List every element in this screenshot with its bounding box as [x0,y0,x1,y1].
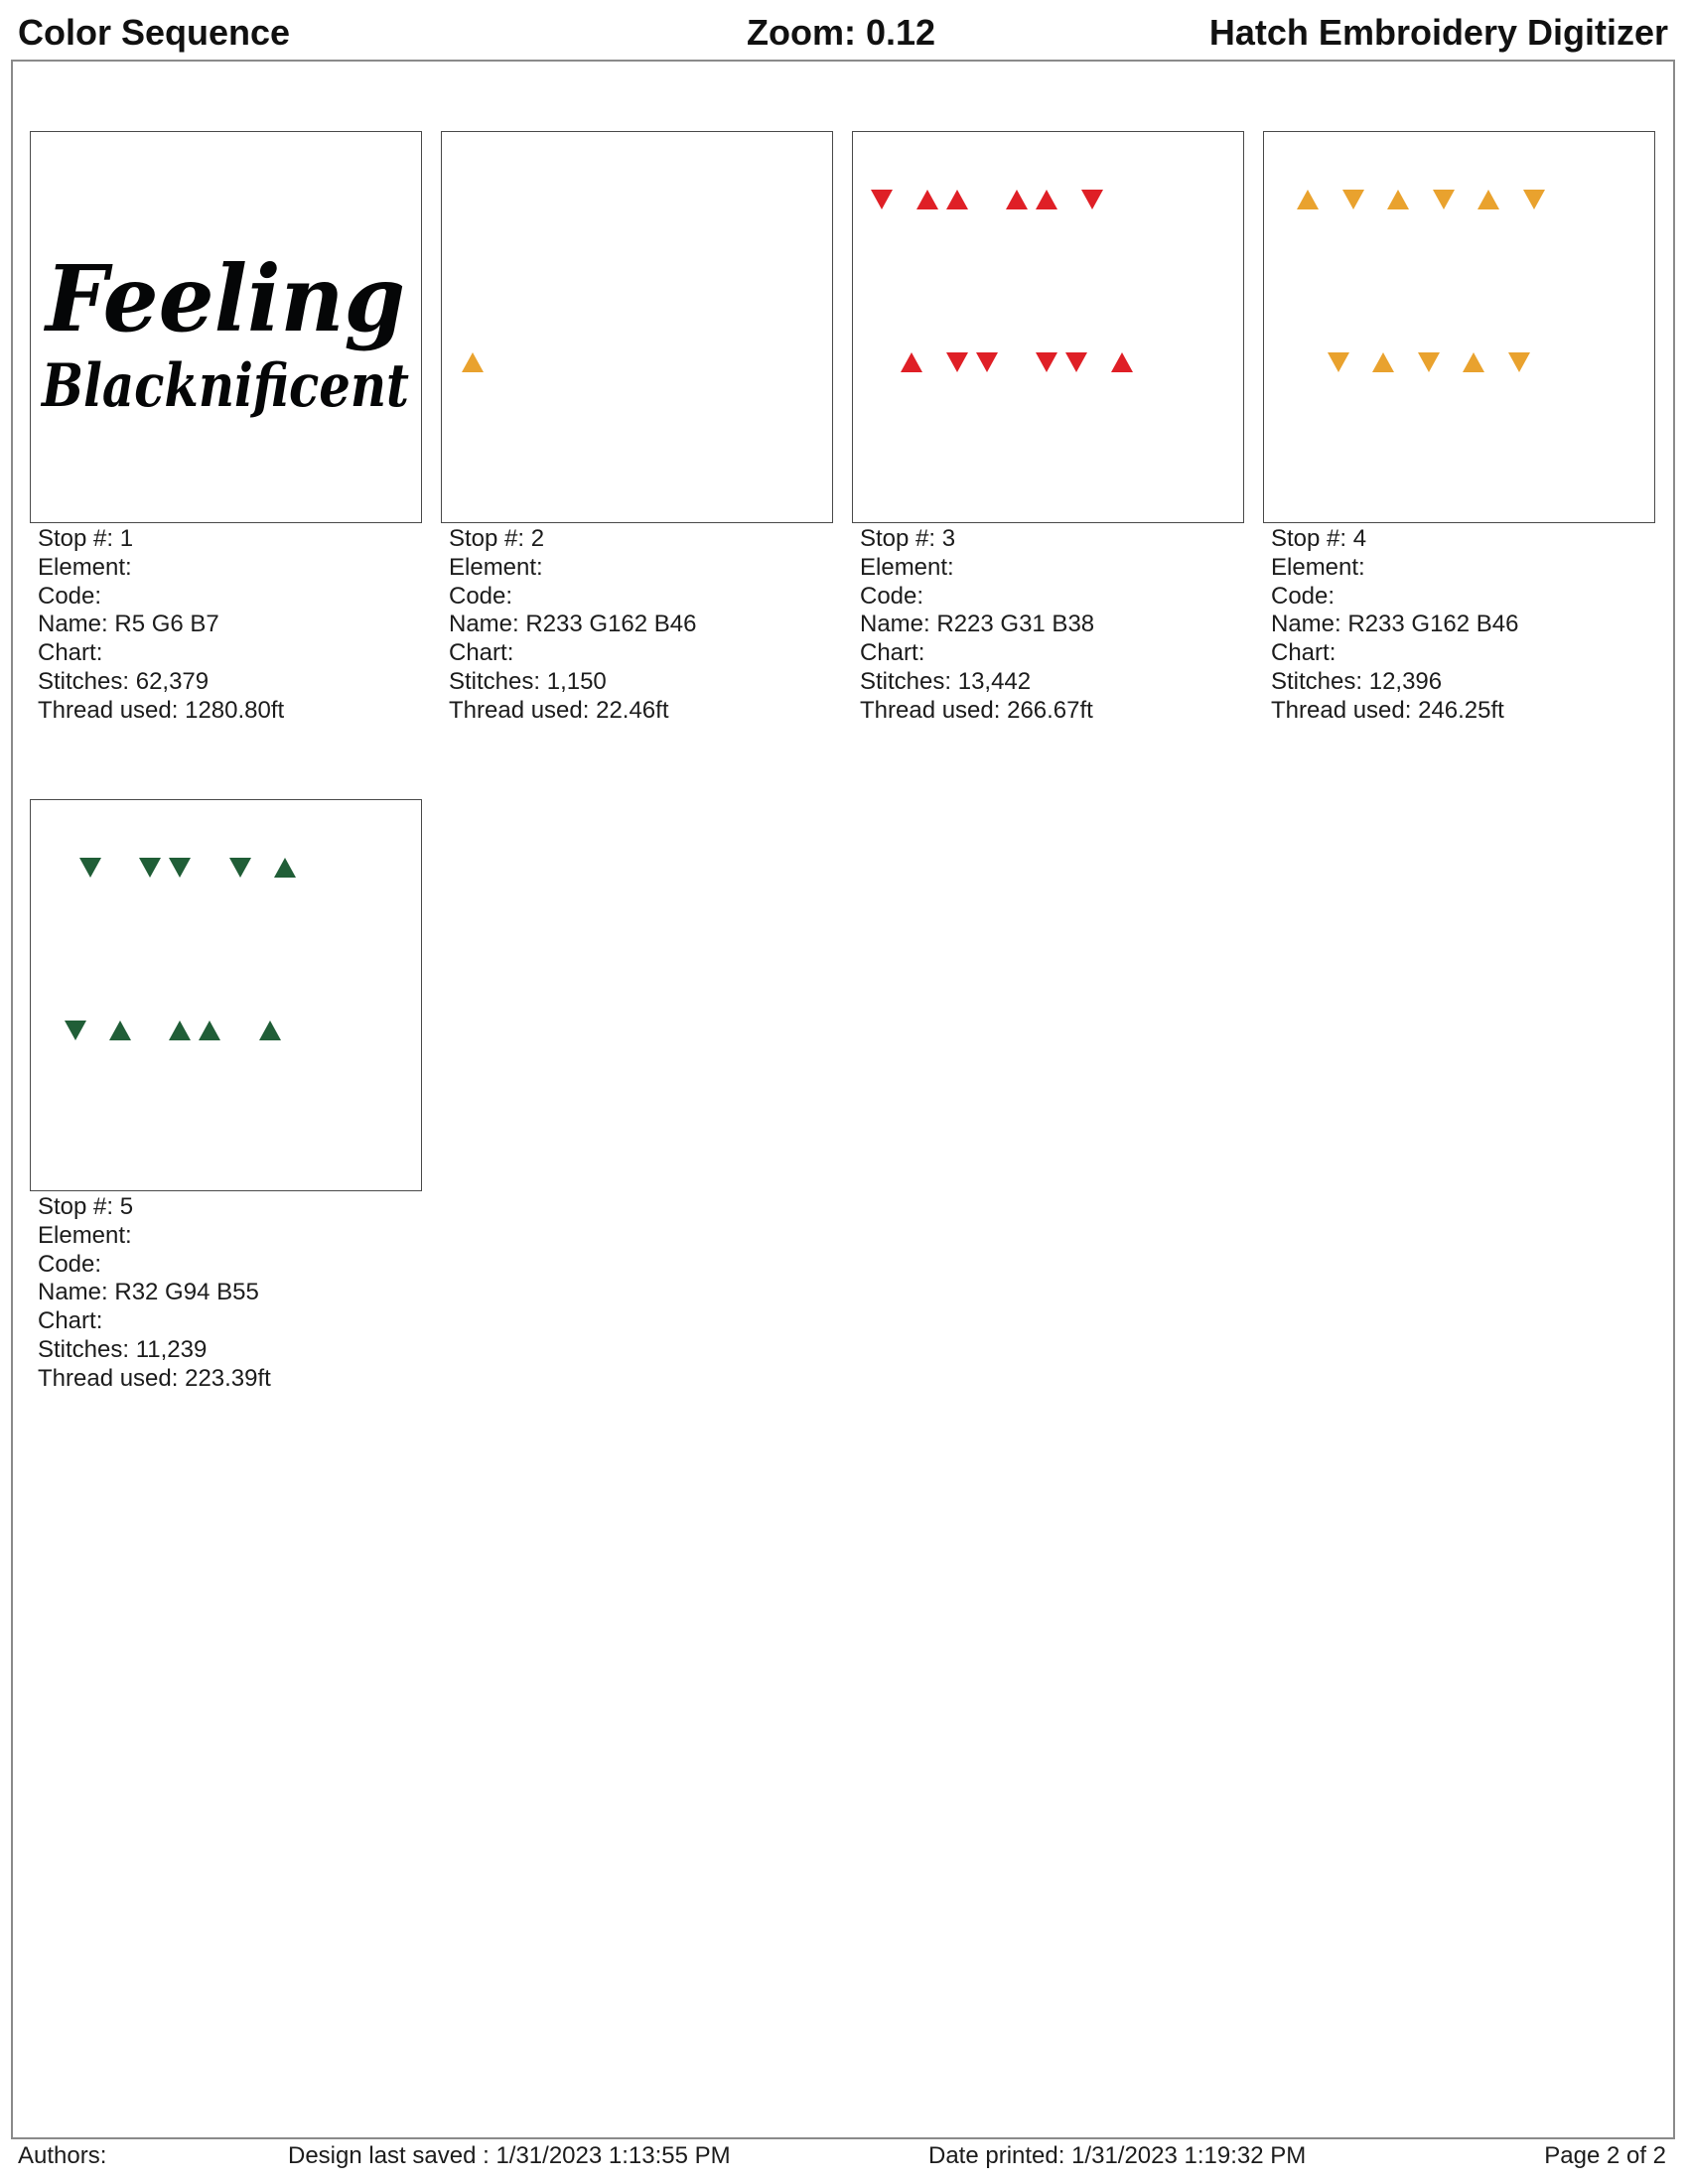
stop-2-element: Element: [449,553,543,581]
stop-1-code: Code: [38,582,102,610]
stop-4-element: Element: [1271,553,1365,581]
triangle-down-icon [1433,190,1455,209]
stop-5-code: Code: [38,1250,102,1278]
stop-3-info [860,525,1244,726]
footer-last-saved: Design last saved : 1/31/2023 1:13:55 PM [288,2142,731,2169]
triangle-up-icon [109,1021,131,1040]
triangle-up-icon [1006,190,1028,209]
footer-page-number: Page 2 of 2 [1544,2142,1666,2169]
stop-4-preview [1263,131,1655,523]
triangle-down-icon [871,190,893,209]
stop-3-stitches: Stitches: 13,442 [860,667,1032,695]
stop-card-5 [30,799,422,1394]
triangle-down-icon [1036,352,1057,372]
triangle-up-icon [946,190,968,209]
stop-1-chart: Chart: [38,639,103,667]
stop-4-number: Stop #: 4 [1271,525,1367,552]
stop-2-name: Name: R233 G162 B46 [449,611,697,638]
triangle-down-icon [229,858,251,878]
triangle-down-icon [1065,352,1087,372]
triangle-up-icon [1036,190,1057,209]
triangle-down-icon [1081,190,1103,209]
stop-3-code: Code: [860,582,924,610]
stop-1-number: Stop #: 1 [38,525,134,552]
triangle-up-icon [1477,190,1499,209]
app-name: Hatch Embroidery Digitizer [1208,12,1668,53]
stop-4-info [1271,525,1655,726]
stop-2-chart: Chart: [449,639,514,667]
stop-4-chart: Chart: [1271,639,1336,667]
stop-1-design [31,132,420,521]
stop-1-name: Name: R5 G6 B7 [38,611,219,638]
triangle-up-icon [199,1021,220,1040]
stop-4-code: Code: [1271,582,1336,610]
stop-1-element: Element: [38,553,132,581]
design-text-line1: Feeling [43,245,405,352]
stop-card-4 [1263,131,1655,726]
stop-4-thread: Thread used: 246.25ft [1271,696,1504,724]
footer-date-printed: Date printed: 1/31/2023 1:19:32 PM [928,2142,1307,2169]
triangle-up-icon [274,858,296,878]
triangle-up-icon [462,352,484,372]
stop-1-thread: Thread used: 1280.80ft [38,696,285,724]
triangle-down-icon [169,858,191,878]
triangle-down-icon [1328,352,1349,372]
stop-1-preview [30,131,422,523]
stop-card-1 [30,131,422,726]
stop-2-preview [441,131,833,523]
stop-card-2 [441,131,833,726]
stop-2-thread: Thread used: 22.46ft [449,696,669,724]
stop-1-stitches: Stitches: 62,379 [38,667,210,695]
stop-5-element: Element: [38,1221,132,1249]
triangle-up-icon [1297,190,1319,209]
stop-3-number: Stop #: 3 [860,525,956,552]
stop-5-number: Stop #: 5 [38,1193,134,1220]
stop-5-preview [30,799,422,1191]
stop-5-chart: Chart: [38,1307,103,1335]
stop-4-name: Name: R233 G162 B46 [1271,611,1519,638]
triangle-up-icon [901,352,922,372]
stop-2-design [442,132,831,521]
stop-5-thread: Thread used: 223.39ft [38,1364,271,1392]
stop-3-thread: Thread used: 266.67ft [860,696,1093,724]
stop-5-stitches: Stitches: 11,239 [38,1335,208,1363]
triangle-down-icon [1523,190,1545,209]
stop-2-info [449,525,833,726]
stop-5-name: Name: R32 G94 B55 [38,1279,259,1306]
triangle-down-icon [946,352,968,372]
triangle-down-icon [1418,352,1440,372]
triangle-down-icon [1508,352,1530,372]
stop-card-3 [852,131,1244,726]
triangle-up-icon [916,190,938,209]
stop-2-number: Stop #: 2 [449,525,545,552]
footer-authors: Authors: [18,2142,107,2169]
triangle-up-icon [1463,352,1484,372]
stop-1-info [38,525,422,726]
stop-3-preview [852,131,1244,523]
report-title: Color Sequence [18,12,291,53]
triangle-down-icon [1342,190,1364,209]
stop-5-design [31,800,420,1189]
stop-3-name: Name: R223 G31 B38 [860,611,1095,638]
triangle-down-icon [79,858,101,878]
triangle-down-icon [976,352,998,372]
stop-2-stitches: Stitches: 1,150 [449,667,607,695]
stop-2-code: Code: [449,582,513,610]
triangle-up-icon [259,1021,281,1040]
design-text-line2: Blacknificent [40,351,410,421]
triangle-down-icon [139,858,161,878]
zoom-level: Zoom: 0.12 [747,12,936,53]
triangle-up-icon [169,1021,191,1040]
stop-3-chart: Chart: [860,639,925,667]
triangle-down-icon [65,1021,86,1040]
stop-4-design [1264,132,1653,521]
triangle-up-icon [1372,352,1394,372]
triangle-up-icon [1111,352,1133,372]
stop-3-element: Element: [860,553,954,581]
stop-3-design [853,132,1242,521]
triangle-up-icon [1387,190,1409,209]
stop-5-info [38,1193,422,1394]
stop-4-stitches: Stitches: 12,396 [1271,667,1443,695]
